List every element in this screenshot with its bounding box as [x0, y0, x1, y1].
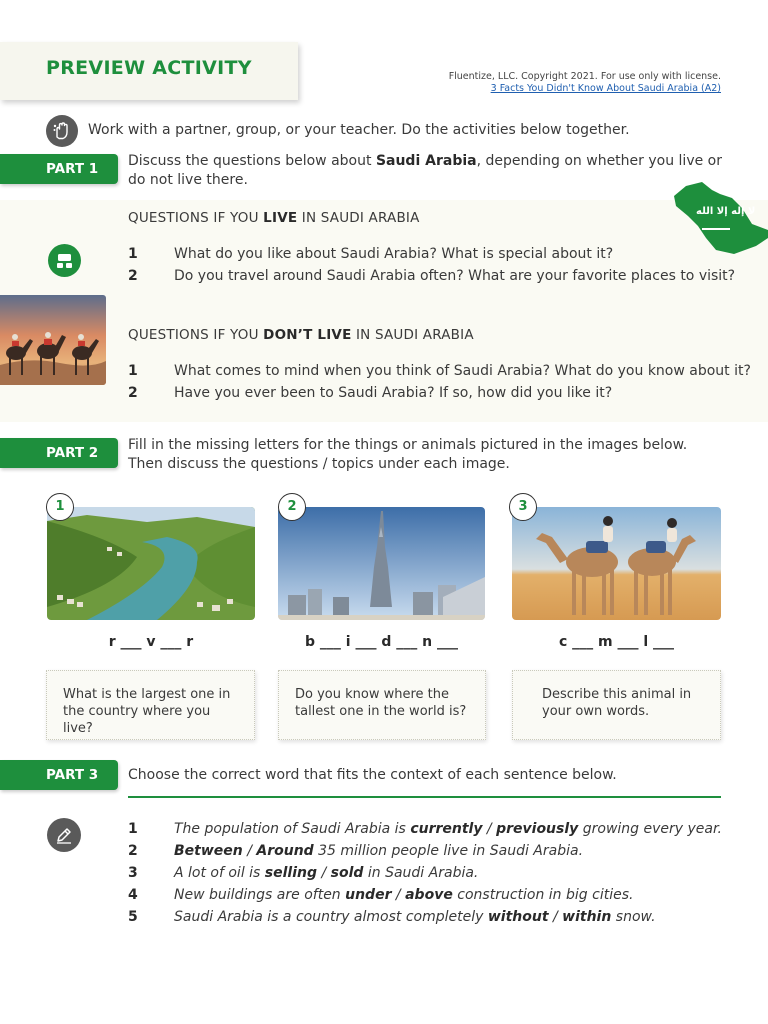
item-badge-1: 1 — [46, 493, 74, 521]
intro-text: Work with a partner, group, or your teacher. Do the activities below together. — [88, 122, 630, 138]
live-questions — [128, 243, 735, 287]
option-a[interactable]: currently — [410, 821, 483, 837]
page-title: PREVIEW ACTIVITY — [46, 57, 252, 79]
part3-tab: PART 3 — [0, 760, 118, 790]
discussion-icon — [48, 244, 81, 277]
part2-instruction: Fill in the missing letters for the things or animals pictured in the images below. Then discuss the questions / topics under each image. — [128, 437, 688, 472]
blank-word-3[interactable]: c ___ m ___ l ___ — [558, 634, 675, 650]
blank-word-1[interactable]: r ___ v ___ r — [108, 634, 194, 650]
prompt-card-1: What is the largest one in the country where you live? — [46, 670, 255, 740]
hand-icon — [46, 115, 78, 147]
option-b[interactable]: Around — [256, 843, 314, 859]
blank-word-2[interactable]: b ___ i ___ d ___ n ___ — [305, 634, 458, 650]
divider — [128, 796, 721, 798]
part2-tab: PART 2 — [0, 438, 118, 468]
lesson-link[interactable]: 3 Facts You Didn't Know About Saudi Arabia (A2) — [490, 83, 721, 94]
live-heading: QUESTIONS IF YOU LIVE IN SAUDI ARABIA — [128, 210, 420, 226]
copyright-block — [449, 71, 721, 95]
list-item: 1 What do you like about Saudi Arabia? What is special about it? — [128, 246, 614, 262]
dont-live-questions — [128, 360, 751, 404]
part1-instruction: Discuss the questions below about Saudi Arabia, depending on whether you live or do not live there. — [128, 153, 722, 188]
part3-instruction: Choose the correct word that fits the context of each sentence below. — [128, 767, 617, 783]
list-item: 4 New buildings are often under / above construction in big cities. — [128, 887, 634, 903]
prompt-card-3: Describe this animal in your own words. — [512, 670, 721, 740]
option-b[interactable]: sold — [330, 865, 364, 881]
list-item: 2 Do you travel around Saudi Arabia often? What are your favorite places to visit? — [128, 268, 736, 284]
list-item: 1 What comes to mind when you think of Saudi Arabia? What do you know about it? — [128, 363, 751, 379]
option-a[interactable]: without — [487, 909, 549, 925]
list-item: 2 Have you ever been to Saudi Arabia? If so, how did you like it? — [128, 385, 613, 401]
option-a[interactable]: under — [345, 887, 392, 903]
copyright-text: Fluentize, LLC. Copyright 2021. For use only with license. — [448, 71, 721, 82]
option-b[interactable]: previously — [496, 821, 579, 837]
map-flag-text: لا إله إلا الله — [696, 206, 756, 217]
item-badge-3: 3 — [509, 493, 537, 521]
part1-tab: PART 1 — [0, 154, 118, 184]
item-badge-2: 2 — [278, 493, 306, 521]
camel-photo — [512, 507, 721, 620]
option-a[interactable]: selling — [264, 865, 318, 881]
map-flag-sword — [702, 228, 730, 230]
river-photo — [47, 507, 255, 620]
option-a[interactable]: Between — [174, 843, 243, 859]
list-item: 5 Saudi Arabia is a country almost completely without / within snow. — [128, 909, 656, 925]
pencil-icon — [47, 818, 81, 852]
list-item: 3 A lot of oil is selling / sold in Saudi Arabia. — [128, 865, 479, 881]
list-item: 2 Between / Around 35 million people live in Saudi Arabia. — [128, 843, 584, 859]
dont-live-heading: QUESTIONS IF YOU DON’T LIVE IN SAUDI ARABIA — [128, 327, 474, 343]
option-b[interactable]: within — [562, 909, 612, 925]
option-b[interactable]: above — [405, 887, 453, 903]
part3-sentences — [128, 818, 722, 928]
list-item: 1 The population of Saudi Arabia is currently / previously growing every year. — [128, 821, 722, 837]
building-photo — [278, 507, 485, 620]
prompt-card-2: Do you know where the tallest one in the world is? — [278, 670, 486, 740]
camel-caravan-photo — [0, 295, 106, 385]
